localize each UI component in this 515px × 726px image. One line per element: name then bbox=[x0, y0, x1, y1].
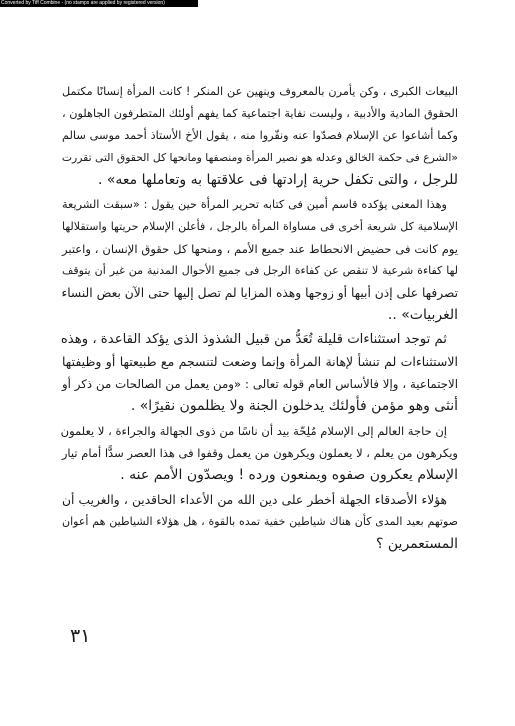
page-body bbox=[62, 81, 458, 555]
text-line: البيعات الكبرى ، وكن يأمرن بالمعروف وينهين عن المنكر ! كانت المرأة إنسانًا مكتمل bbox=[62, 85, 458, 98]
text-line: وكما أشاعوا عن الإسلام فصدّوا عنه ونفّروا منه ، يقول الأخ الأستاذ أحمد موسى سالم bbox=[62, 129, 458, 142]
paragraph bbox=[62, 420, 458, 486]
text-line: للرجل ، والتى تكفل حرية إرادتها فى علاقتها به وتعاملها معه» . bbox=[97, 172, 458, 188]
paragraph bbox=[62, 489, 458, 555]
text-line: ويكرهون من يعلم ، لا يعملون ويكرهون من يعمل وقفوا فى هذا العصر سدًّا أمام تيار bbox=[61, 446, 458, 460]
page-number: ٣١ bbox=[70, 625, 91, 647]
paragraph bbox=[62, 194, 458, 326]
text-line: يوم كانت فى حضيض الانحطاط عند جميع الأمم ، ومنحها كل حقوق الإنسان ، واعتبر bbox=[62, 242, 458, 256]
text-line: إن حاجة العالم إلى الإسلام مُلِحّة بيد أن ناسًا من ذوى الجهالة والجراءة ، لا يعلمون bbox=[60, 424, 447, 438]
text-line: ثم توجد استثناءات قليلة تُعَدُّ من قبيل الشذوذ الذى يؤكد القاعدة ، وهذه bbox=[60, 332, 447, 347]
text-line: تصرفها على إذن أبيها أو زوجها وهذه المزايا لم تصل إليها حتى الآن بعض النساء bbox=[61, 286, 458, 300]
text-line: الاجتماعية ، وإلا فالأساس العام قوله تعالى : «ومن يعمل من الصالحات من ذكر أو bbox=[62, 377, 458, 391]
text-line: الإسلامية كل شريعة أخرى فى مساواة المرأة بالرجل ، فأعلن الإسلام حريتها واستقلالها bbox=[62, 220, 458, 233]
text-line: الإسلام يعكرون صفوه ويمنعون ورده ! ويصدّون الأمم عنه . bbox=[120, 467, 458, 483]
text-line: وهذا المعنى يؤكده قاسم أمين فى كتابه تحرير المرأة حين يقول : «سبقت الشريعة bbox=[62, 198, 447, 211]
text-line: المستعمرين ؟ bbox=[376, 536, 458, 552]
text-line: أنثى وهو مؤمن فأولئك يدخلون الجنة ولا يظلمون نقيرًا» . bbox=[130, 398, 458, 414]
text-line: صوتهم بعيد المدى كأن هناك شياطين خفية تمده بالقوة ، هل هؤلاء الشياطين هم أعوان bbox=[62, 515, 458, 528]
text-line: لها كفاءة شرعية لا تنقص عن كفاءة الرجل فى جميع الأحوال المدنية من غير أن يتوقف bbox=[62, 264, 458, 277]
text-line: الاستثناءات لم تنشأ لإهانة المرأة وإنما وضعت لتنسجم مع طبيعتها أو وظيفتها bbox=[62, 354, 458, 369]
text-line: الحقوق المادية والأدبية ، وليست نفاية اجتماعية كما يفهم أولئك المتطرفون الجاهلون ، bbox=[62, 107, 458, 120]
text-line: الغربيات» .. bbox=[387, 307, 458, 323]
text-line: «الشرع فى حكمة الخالق وعدله هو نصير المرأة ومنصفها ومانحها كل الحقوق التى تقررت bbox=[61, 151, 458, 164]
paragraph bbox=[62, 81, 458, 191]
conversion-banner: Converted by Tiff Combine - (no stamps are applied by registered version) bbox=[0, 0, 198, 7]
paragraph bbox=[62, 329, 458, 417]
text-line: هؤلاء الأصدقاء الجهلة أخطر على دين الله من الأعداء الحاقدين ، والغريب أن bbox=[62, 493, 447, 507]
